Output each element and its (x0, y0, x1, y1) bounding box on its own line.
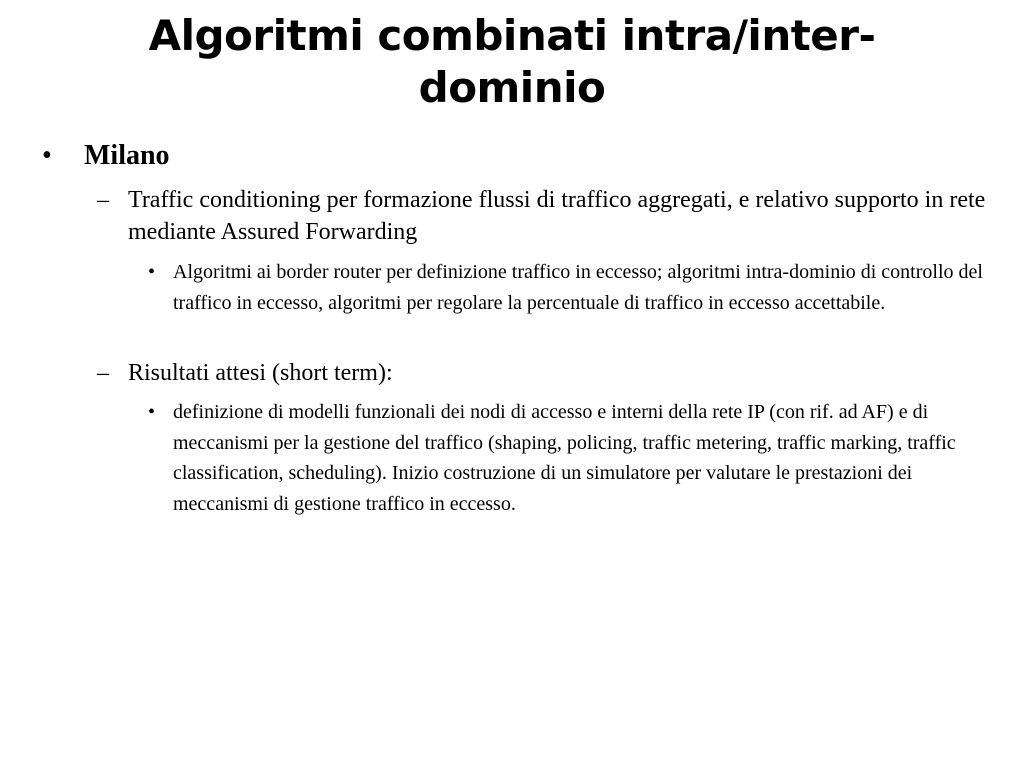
dash-item-2: – (97, 360, 109, 386)
item-traffic-conditioning: Traffic conditioning per formazione flussi di traffico aggregati, e relativo supporto in rete mediante Assured Forwarding (128, 187, 986, 245)
item-risultati-attesi: Risultati attesi (short term): (128, 360, 393, 386)
bullet-item-2-sub: • (148, 401, 156, 423)
dash-item-1: – (97, 187, 109, 213)
item-algoritmi-border-router: Algoritmi ai border router per definizione traffico in eccesso; algoritmi intra-dominio di controllo del traffico in eccesso, algoritmi per regolare la percentuale di traffico in eccesso accettabile. (173, 261, 983, 314)
section-heading-milano: Milano (84, 140, 170, 171)
bullet-item-1-sub: • (148, 261, 156, 283)
item-definizione-modelli: definizione di modelli funzionali dei nodi di accesso e interni della rete IP (con rif. ad AF) e di meccanismi per la gestione del traffico (shaping, policing, traffic metering, traffic marking, traffic classification, scheduling). Inizio costruzione di un simulatore per valutare le prestazioni dei meccanismi di gestione traffico in eccesso. (173, 401, 956, 515)
bullet-milano: • (42, 140, 52, 171)
slide-title: Algoritmi combinati intra/inter-dominio (148, 11, 876, 112)
